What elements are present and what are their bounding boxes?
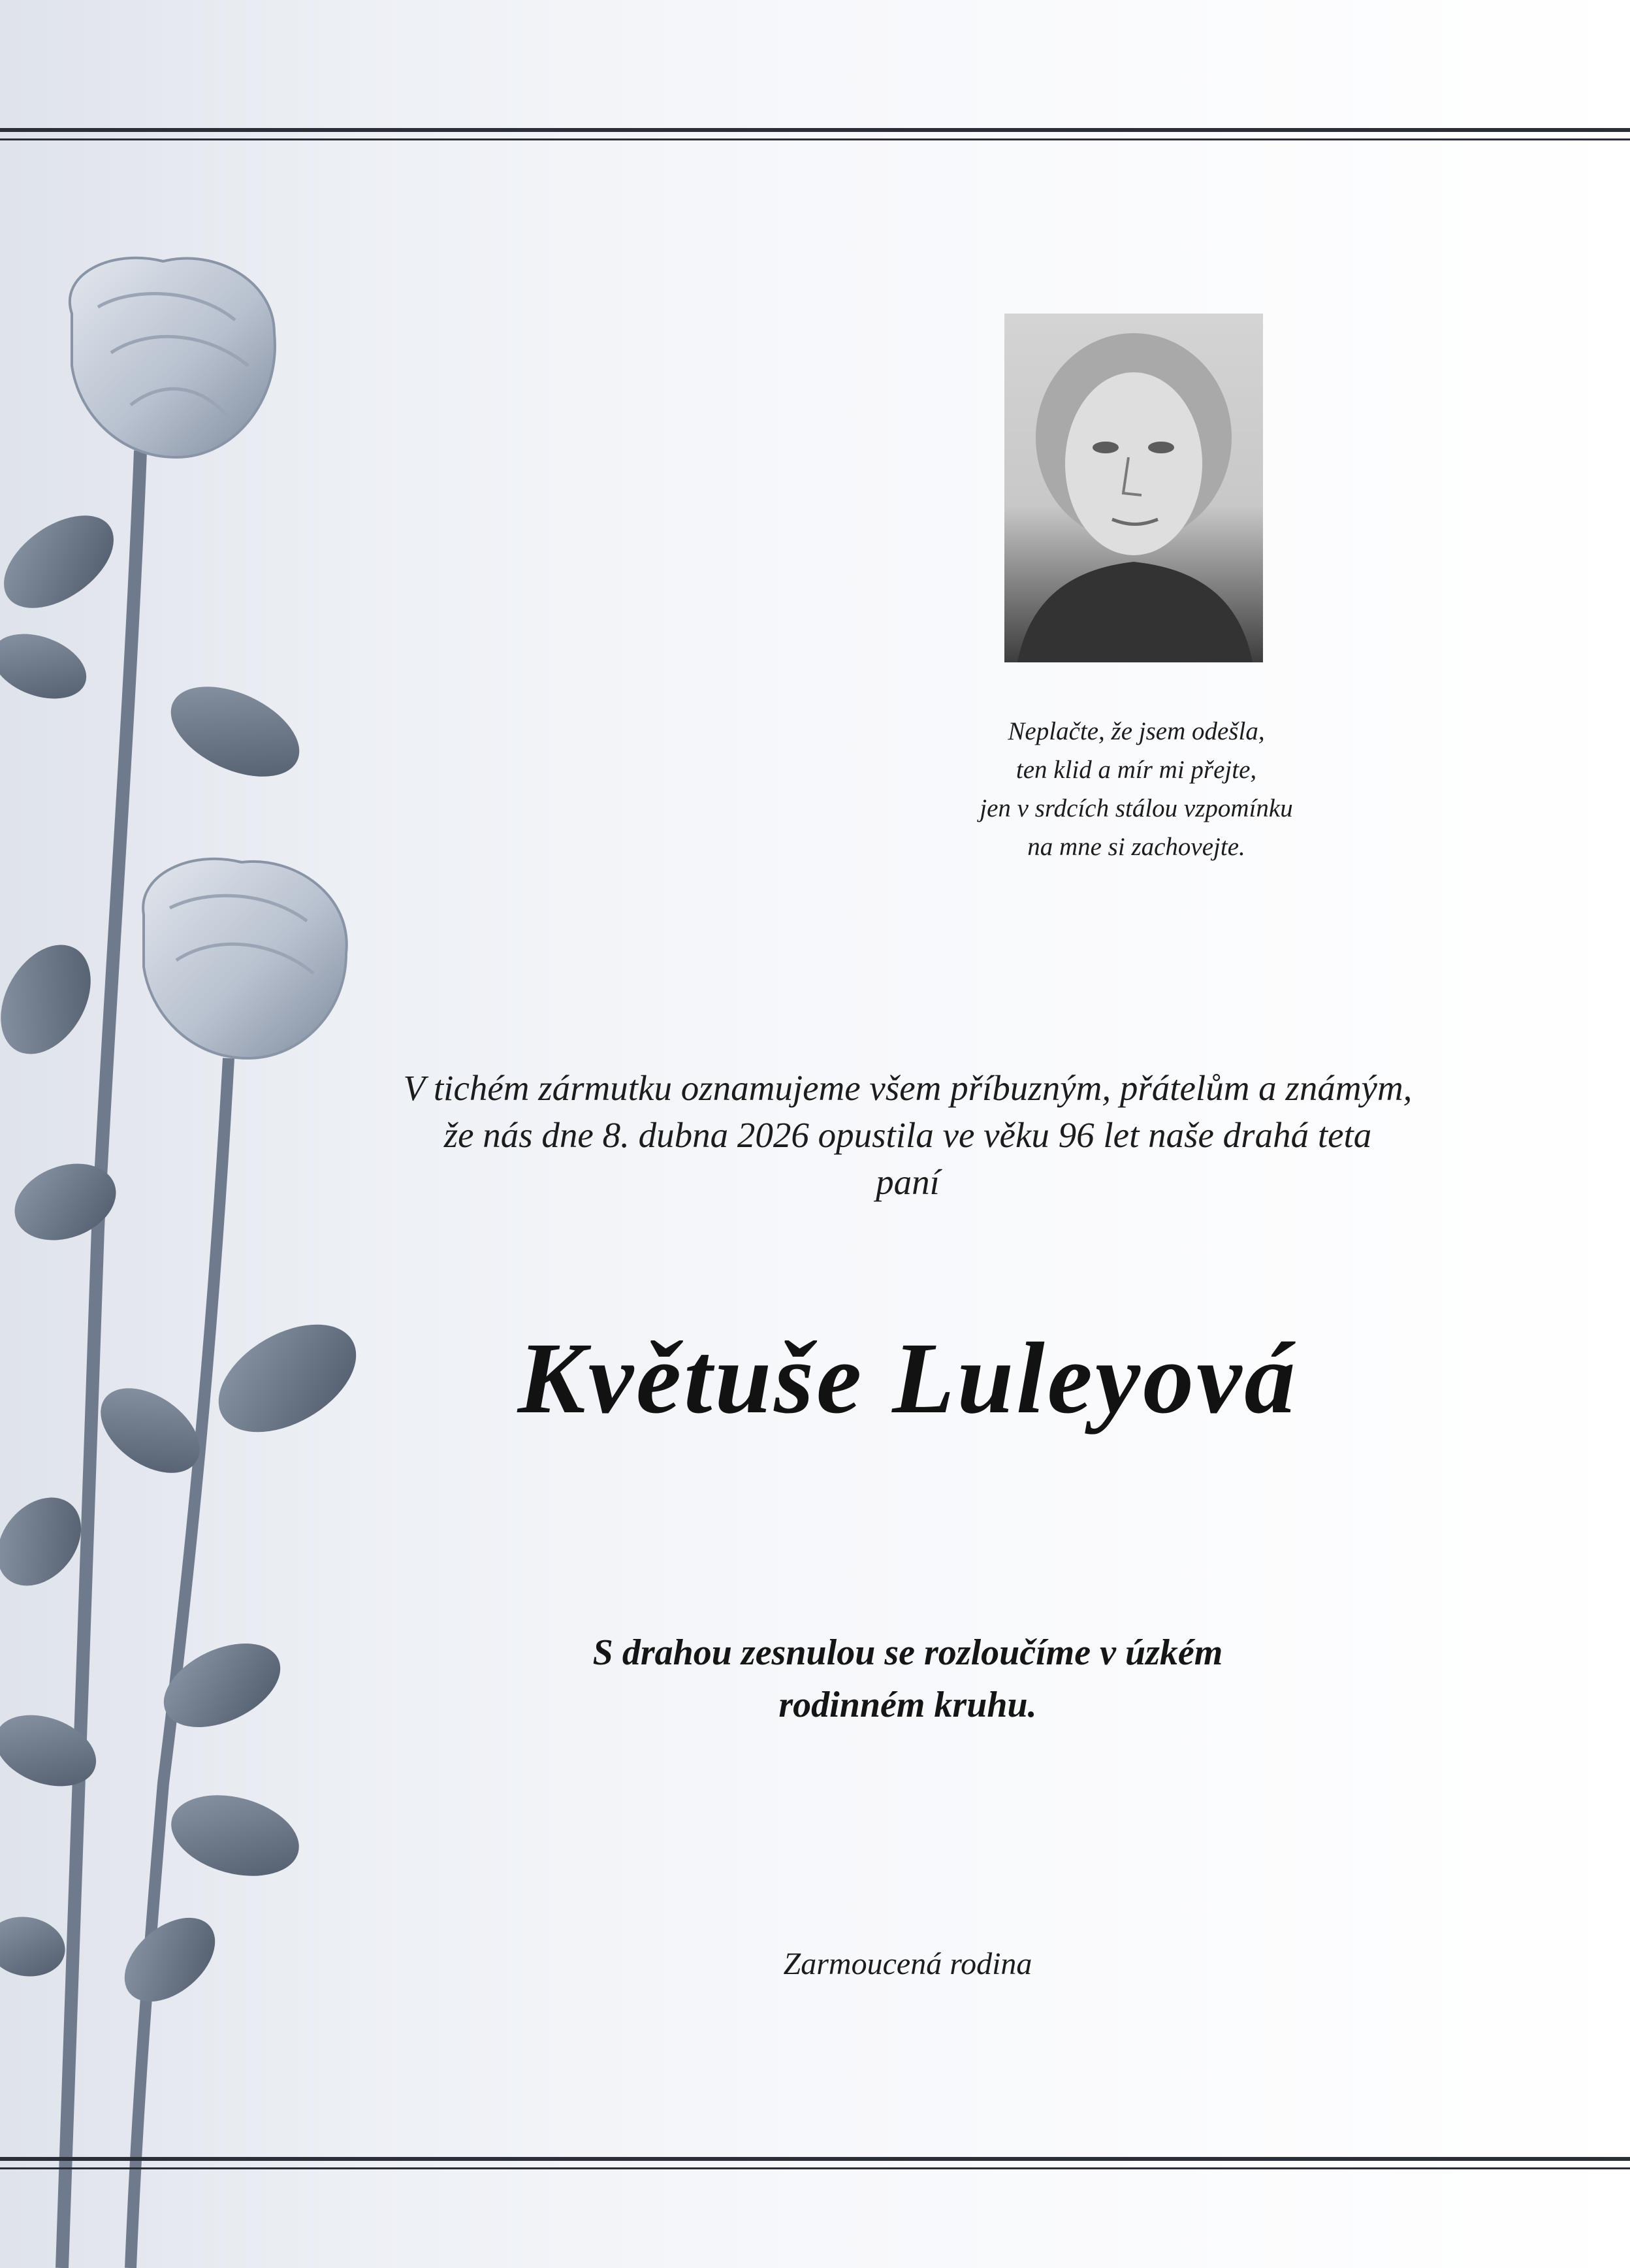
bottom-border-rule-thin	[0, 2167, 1630, 2169]
death-announcement	[340, 1065, 1476, 1206]
verse-line: ten klid a mír mi přejte,	[1015, 756, 1257, 784]
verse-line: na mne si zachovejte.	[1027, 833, 1245, 861]
portrait-image	[1004, 314, 1263, 662]
deceased-name: Květuše Luleyová	[517, 1321, 1298, 1434]
farewell-line: S drahou zesnulou se rozloučíme v úzkém	[592, 1632, 1223, 1673]
announcement-line: V tichém zármutku oznamujeme všem příbuzným, přátelům a známým,	[403, 1068, 1413, 1108]
verse-line: Neplačte, že jsem odešla,	[1008, 717, 1265, 745]
memorial-verse	[869, 712, 1404, 866]
announcement-line: že nás dne 8. dubna 2026 opustila ve věku 96 let naše drahá teta	[443, 1115, 1372, 1155]
portrait-photo	[1004, 314, 1263, 662]
farewell-line: rodinném kruhu.	[778, 1685, 1037, 1725]
rose-bloom-middle	[143, 859, 347, 1058]
top-border-rule	[0, 128, 1630, 132]
rose-bloom-top	[70, 258, 275, 457]
family-signature: Zarmoucená rodina	[783, 1947, 1032, 1981]
rose-leaves	[0, 496, 375, 2018]
bottom-border-rule	[0, 2157, 1630, 2161]
top-border-rule-thin	[0, 138, 1630, 140]
verse-line: jen v srdcích stálou vzpomínku	[980, 794, 1293, 822]
announcement-line: paní	[876, 1162, 940, 1202]
farewell-notice	[340, 1627, 1476, 1731]
